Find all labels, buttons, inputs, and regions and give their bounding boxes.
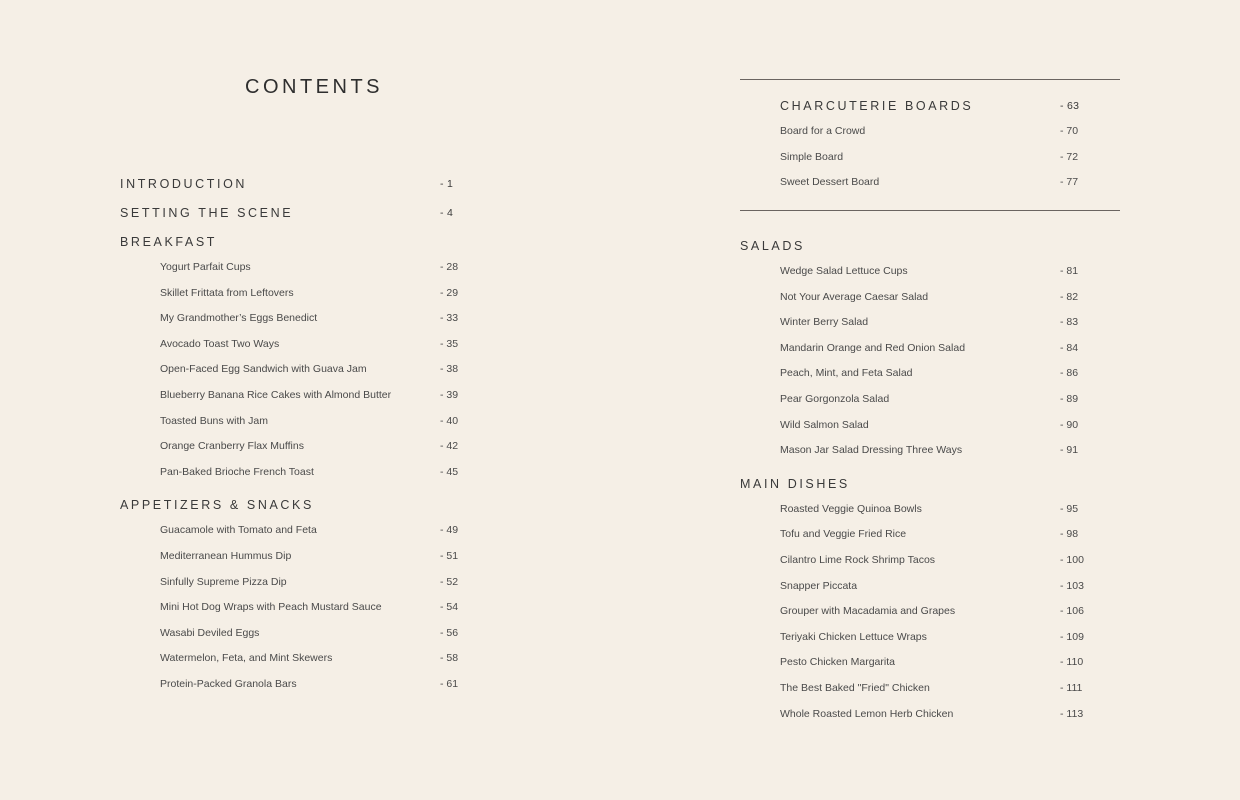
entry-title: Grouper with Macadamia and Grapes <box>780 605 956 618</box>
section-heading-setting-the-scene[interactable] <box>120 201 470 226</box>
entry-title: Tofu and Veggie Fried Rice <box>780 528 907 541</box>
divider-top <box>740 79 1120 80</box>
toc-entry[interactable] <box>120 544 470 570</box>
entry-page-number: - 89 <box>1060 392 1079 405</box>
toc-entry[interactable] <box>740 548 1090 574</box>
entry-title: Avocado Toast Two Ways <box>160 337 280 350</box>
entry-page-number: - 35 <box>440 337 459 350</box>
entry-title: Protein-Packed Granola Bars <box>160 677 297 690</box>
entry-page-number: - 109 <box>1060 630 1084 643</box>
entry-page-number: - 52 <box>440 575 459 588</box>
entry-title: Not Your Average Caesar Salad <box>780 290 929 303</box>
entry-title: Sinfully Supreme Pizza Dip <box>160 575 287 588</box>
entry-title: Wedge Salad Lettuce Cups <box>780 265 908 277</box>
entry-page-number: - 98 <box>1060 528 1079 541</box>
section-title: SALADS <box>740 239 805 253</box>
toc-entry[interactable] <box>740 625 1090 651</box>
entry-title: Mason Jar Salad Dressing Three Ways <box>780 444 963 457</box>
toc-entry[interactable] <box>120 306 470 332</box>
toc-entry[interactable] <box>740 497 1090 523</box>
section-title: MAIN DISHES <box>740 476 850 491</box>
entry-title: Mandarin Orange and Red Onion Salad <box>780 341 966 354</box>
entry-title: The Best Baked "Fried" Chicken <box>780 681 930 694</box>
entry-title: Toasted Buns with Jam <box>160 414 268 427</box>
entry-title: Pesto Chicken Margarita <box>780 656 895 669</box>
section-title: INTRODUCTION <box>120 177 248 191</box>
toc-entry[interactable] <box>120 621 470 647</box>
entry-title: Watermelon, Feta, and Mint Skewers <box>160 652 333 665</box>
toc-entry[interactable] <box>740 285 1090 311</box>
entry-title: Sweet Dessert Board <box>780 176 880 189</box>
entry-title: Winter Berry Salad <box>780 316 869 329</box>
entry-page-number: - 86 <box>1060 367 1079 380</box>
entry-title: Pear Gorgonzola Salad <box>780 392 890 405</box>
toc-entry[interactable] <box>120 357 470 383</box>
entry-title: Snapper Piccata <box>780 579 858 592</box>
section-heading-breakfast[interactable] <box>120 230 470 255</box>
toc-entry[interactable] <box>740 650 1090 676</box>
toc-entry[interactable] <box>120 672 470 698</box>
entry-page-number: - 33 <box>440 312 459 325</box>
entry-title: Peach, Mint, and Feta Salad <box>780 367 913 380</box>
toc-entry[interactable] <box>740 413 1090 439</box>
entry-page-number: - 110 <box>1060 656 1084 669</box>
toc-entry[interactable] <box>740 702 1090 728</box>
section-title: BREAKFAST <box>120 235 218 249</box>
entry-page-number: - 106 <box>1060 605 1084 618</box>
entry-page-number: - 83 <box>1060 316 1079 329</box>
entry-title: Wild Salmon Salad <box>780 418 869 431</box>
entry-page-number: - 113 <box>1060 707 1084 720</box>
entry-page-number: - 100 <box>1060 553 1084 566</box>
left-toc <box>120 172 470 698</box>
toc-entry[interactable] <box>740 170 1090 196</box>
section-page-number: - 63 <box>1060 100 1080 112</box>
entry-title: Mediterranean Hummus Dip <box>160 549 292 562</box>
section-heading-appetizers-snacks[interactable] <box>120 493 470 518</box>
toc-entry[interactable] <box>740 145 1090 171</box>
toc-entry[interactable] <box>740 438 1090 464</box>
entry-page-number: - 56 <box>440 626 459 639</box>
section-heading-charcuterie-boards[interactable] <box>740 94 1090 119</box>
entry-title: Whole Roasted Lemon Herb Chicken <box>780 707 954 720</box>
entry-page-number: - 70 <box>1060 125 1079 137</box>
entry-page-number: - 77 <box>1060 176 1079 189</box>
entry-page-number: - 29 <box>440 286 459 299</box>
section-heading-introduction[interactable] <box>120 172 470 197</box>
toc-entry[interactable] <box>120 434 470 460</box>
toc-entry[interactable] <box>120 460 470 486</box>
entry-title: Yogurt Parfait Cups <box>160 261 251 273</box>
toc-entry[interactable] <box>120 646 470 672</box>
entry-page-number: - 42 <box>440 440 459 453</box>
toc-entry[interactable] <box>120 255 470 281</box>
entry-page-number: - 39 <box>440 388 459 401</box>
entry-title: Skillet Frittata from Leftovers <box>160 286 294 299</box>
section-heading-salads[interactable] <box>740 234 1090 259</box>
entry-page-number: - 58 <box>440 652 459 665</box>
entry-title: Guacamole with Tomato and Feta <box>160 524 317 537</box>
section-title: SETTING THE SCENE <box>120 206 294 220</box>
toc-entry[interactable] <box>740 259 1090 285</box>
divider-bottom <box>740 210 1120 211</box>
entry-title: Blueberry Banana Rice Cakes with Almond Butter <box>160 388 392 401</box>
toc-entry[interactable] <box>740 310 1090 336</box>
entry-page-number: - 91 <box>1060 444 1079 457</box>
entry-page-number: - 45 <box>440 465 459 478</box>
toc-entry[interactable] <box>740 119 1090 145</box>
toc-entry[interactable] <box>120 332 470 358</box>
section-heading-main-dishes[interactable] <box>740 472 1090 497</box>
toc-entry[interactable] <box>740 574 1090 600</box>
toc-entry[interactable] <box>120 281 470 307</box>
entry-title: Simple Board <box>780 150 844 163</box>
toc-entry[interactable] <box>740 522 1090 548</box>
entry-title: Open-Faced Egg Sandwich with Guava Jam <box>160 363 367 376</box>
charcuterie-items <box>740 119 1090 196</box>
toc-entry[interactable] <box>120 383 470 409</box>
toc-entry[interactable] <box>740 599 1090 625</box>
entry-page-number: - 61 <box>440 677 459 690</box>
entry-title: Cilantro Lime Rock Shrimp Tacos <box>780 553 936 566</box>
right-page <box>620 0 1240 800</box>
toc-entry[interactable] <box>740 676 1090 702</box>
toc-entry[interactable] <box>120 518 470 544</box>
toc-entry[interactable] <box>120 595 470 621</box>
entry-page-number: - 90 <box>1060 418 1079 431</box>
section-page-number: - 4 <box>440 207 454 219</box>
entry-page-number: - 95 <box>1060 502 1079 515</box>
entry-title: Teriyaki Chicken Lettuce Wraps <box>780 630 927 643</box>
page-title: CONTENTS <box>245 76 383 98</box>
toc-entry[interactable] <box>740 387 1090 413</box>
entry-page-number: - 82 <box>1060 290 1079 303</box>
entry-title: Board for a Crowd <box>780 125 866 137</box>
entry-title: Orange Cranberry Flax Muffins <box>160 440 304 453</box>
entry-title: Roasted Veggie Quinoa Bowls <box>780 502 922 515</box>
entry-page-number: - 81 <box>1060 265 1079 277</box>
entry-page-number: - 40 <box>440 414 459 427</box>
entry-title: My Grandmother’s Eggs Benedict <box>160 312 318 325</box>
entry-page-number: - 54 <box>440 601 459 614</box>
entry-page-number: - 84 <box>1060 341 1079 354</box>
section-title: APPETIZERS & SNACKS <box>120 498 314 513</box>
entry-title: Pan-Baked Brioche French Toast <box>160 465 314 478</box>
toc-entry[interactable] <box>740 361 1090 387</box>
entry-page-number: - 28 <box>440 261 459 273</box>
entry-page-number: - 103 <box>1060 579 1084 592</box>
section-page-number: - 1 <box>440 178 454 190</box>
entry-page-number: - 49 <box>440 524 459 537</box>
toc-entry[interactable] <box>120 409 470 435</box>
toc-entry[interactable] <box>740 336 1090 362</box>
entry-page-number: - 38 <box>440 363 459 376</box>
charcuterie-section <box>740 94 1090 196</box>
entry-title: Mini Hot Dog Wraps with Peach Mustard Sauce <box>160 601 382 614</box>
section-title: CHARCUTERIE BOARDS <box>780 99 974 113</box>
toc-entry[interactable] <box>120 570 470 596</box>
right-toc <box>740 234 1090 727</box>
entry-page-number: - 51 <box>440 549 459 562</box>
entry-title: Wasabi Deviled Eggs <box>160 626 260 639</box>
entry-page-number: - 72 <box>1060 150 1079 163</box>
entry-page-number: - 111 <box>1060 681 1083 694</box>
